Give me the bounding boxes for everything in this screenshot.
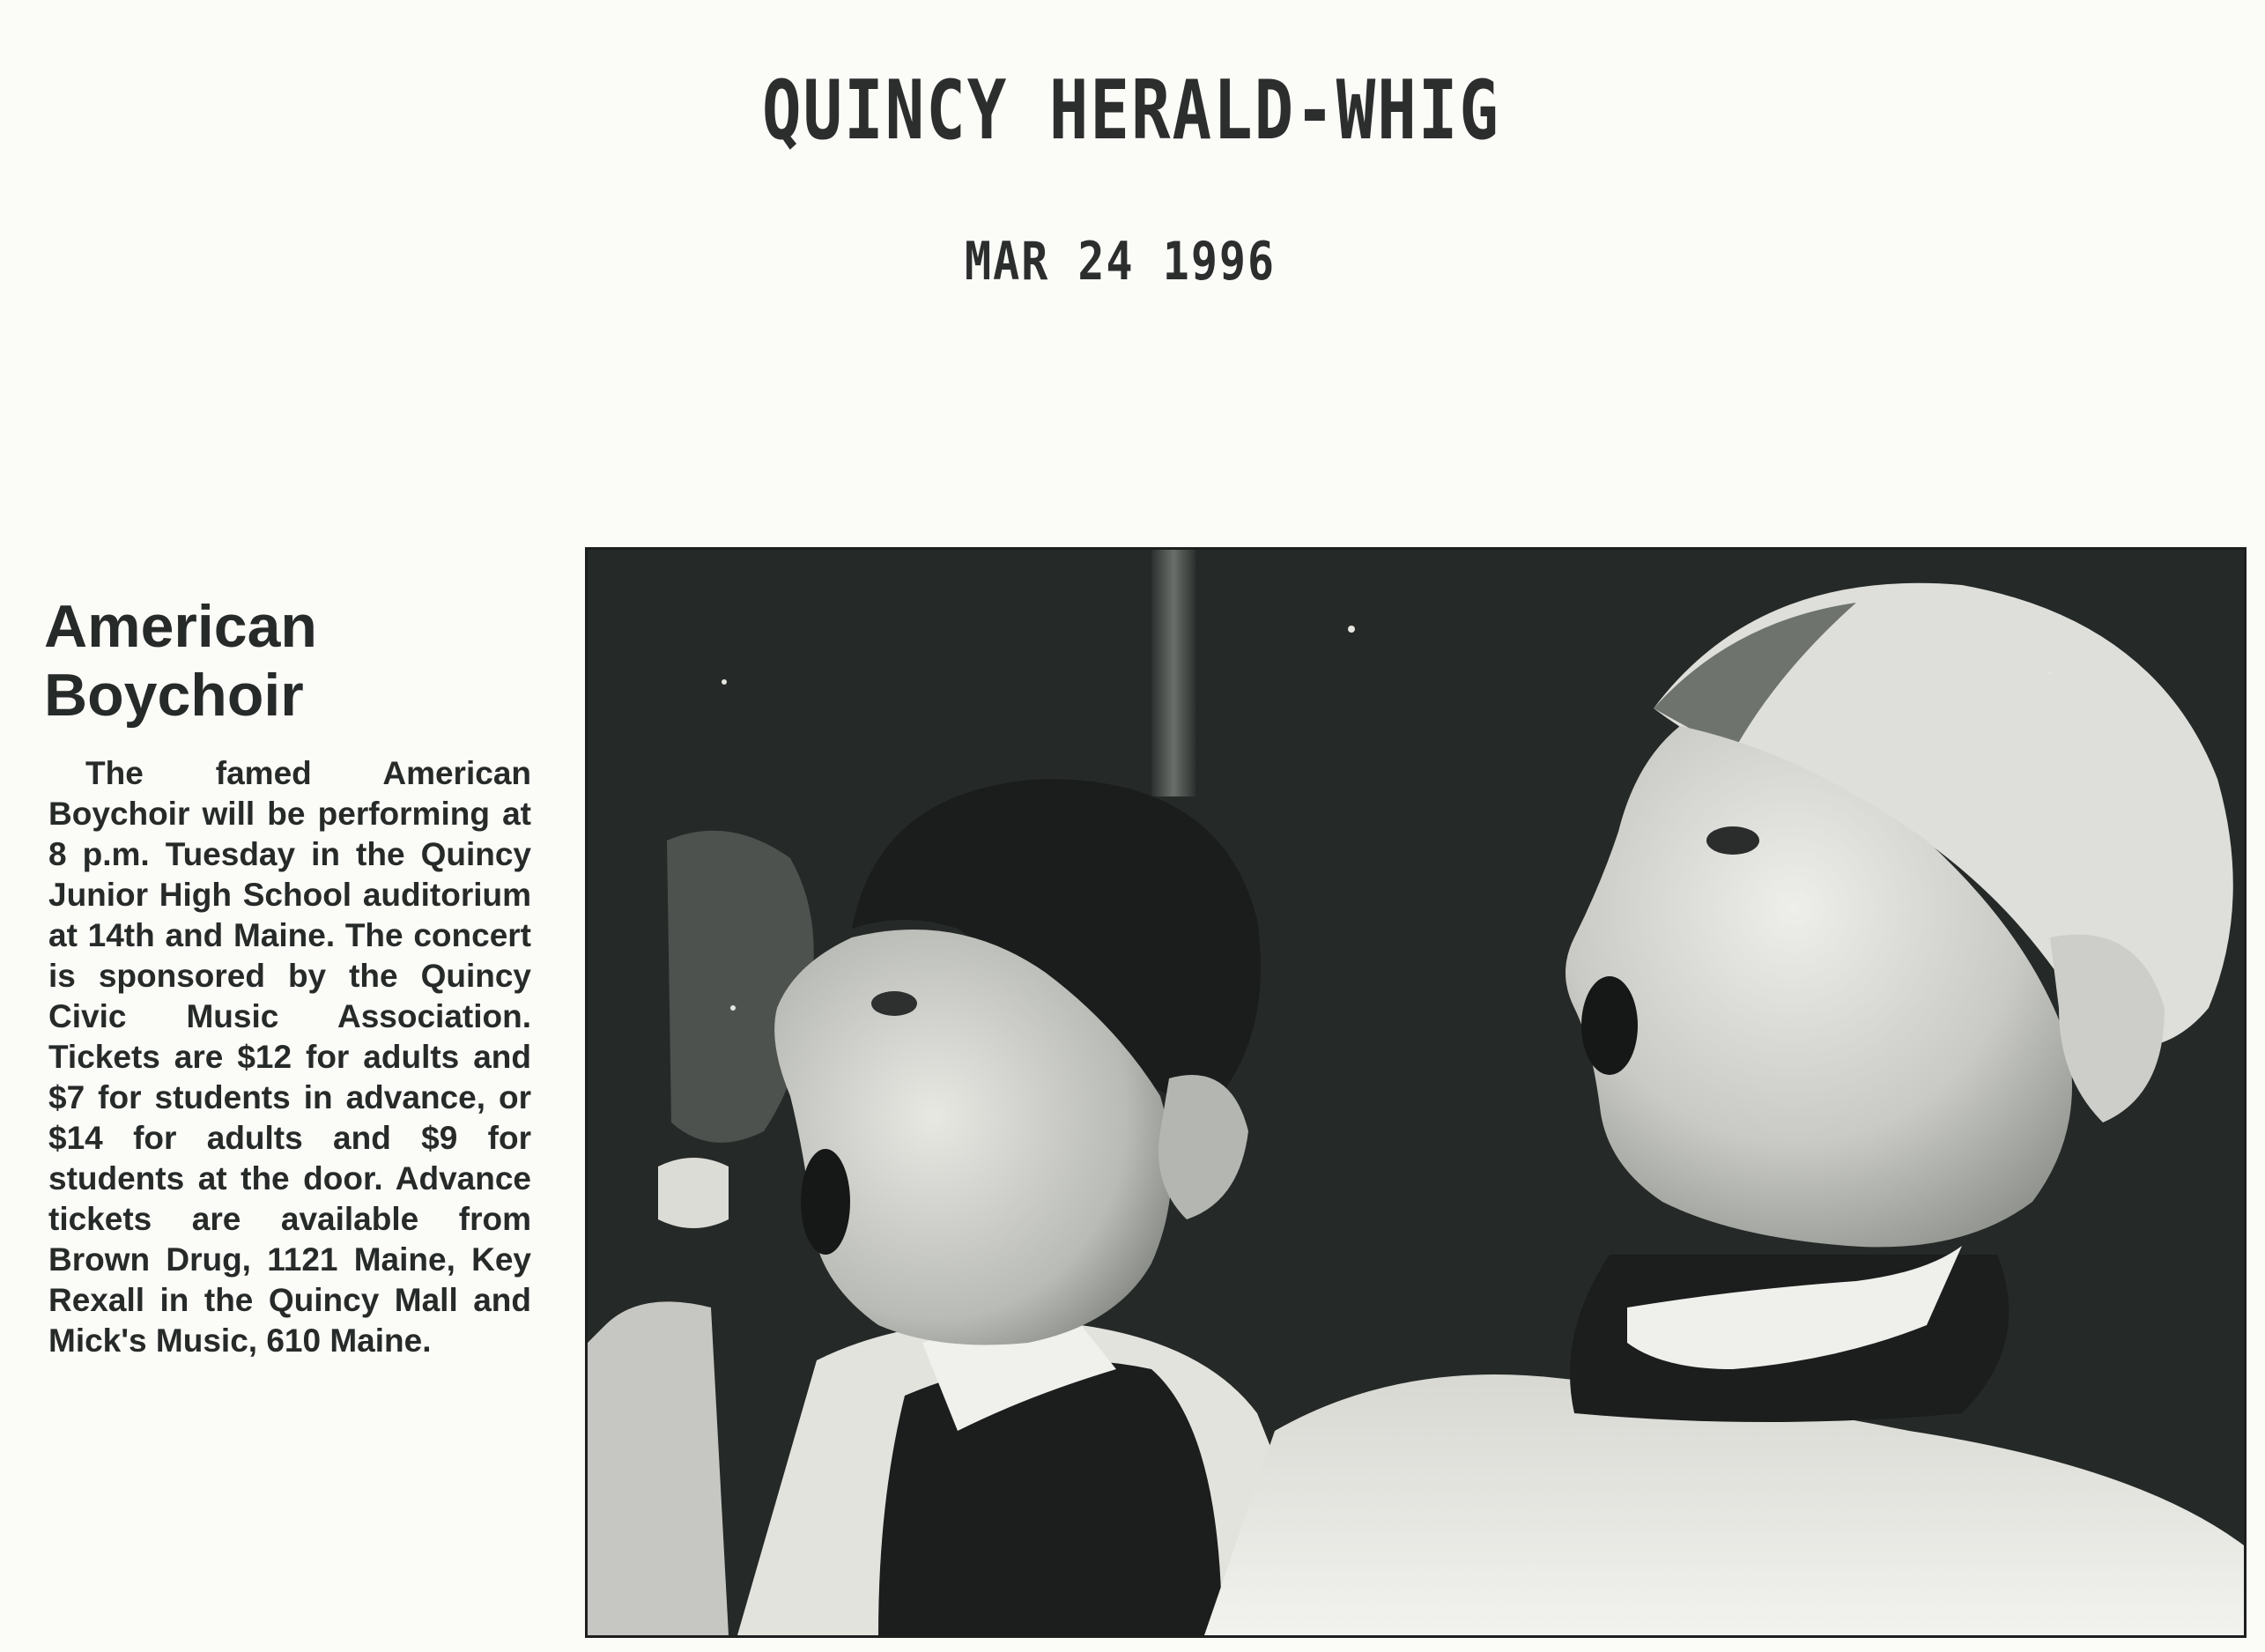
article-headline: American Boychoir [44, 593, 317, 729]
newspaper-name-stamp: QUINCY HERALD-WHIG [762, 63, 1500, 159]
choirboys-photo [585, 547, 2246, 1638]
choirboys-photo-drawing [588, 550, 2244, 1635]
article-body: The famed American Boychoir will be performing at 8 p.m. Tuesday in the Quincy Junior High School auditorium at 14th and Maine. The concert is sponsored by the Quincy Civic Music Association. Tickets are $12 for adults and $7 for students in advance, or $14 for adults and $9 for students at the door. Advance tickets are available from Brown Drug, 1121 Maine, Key Rexall in the Quincy Mall and Mick's Music, 610 Maine. [48, 755, 531, 1359]
date-stamp: MAR 24 1996 [965, 231, 1277, 293]
